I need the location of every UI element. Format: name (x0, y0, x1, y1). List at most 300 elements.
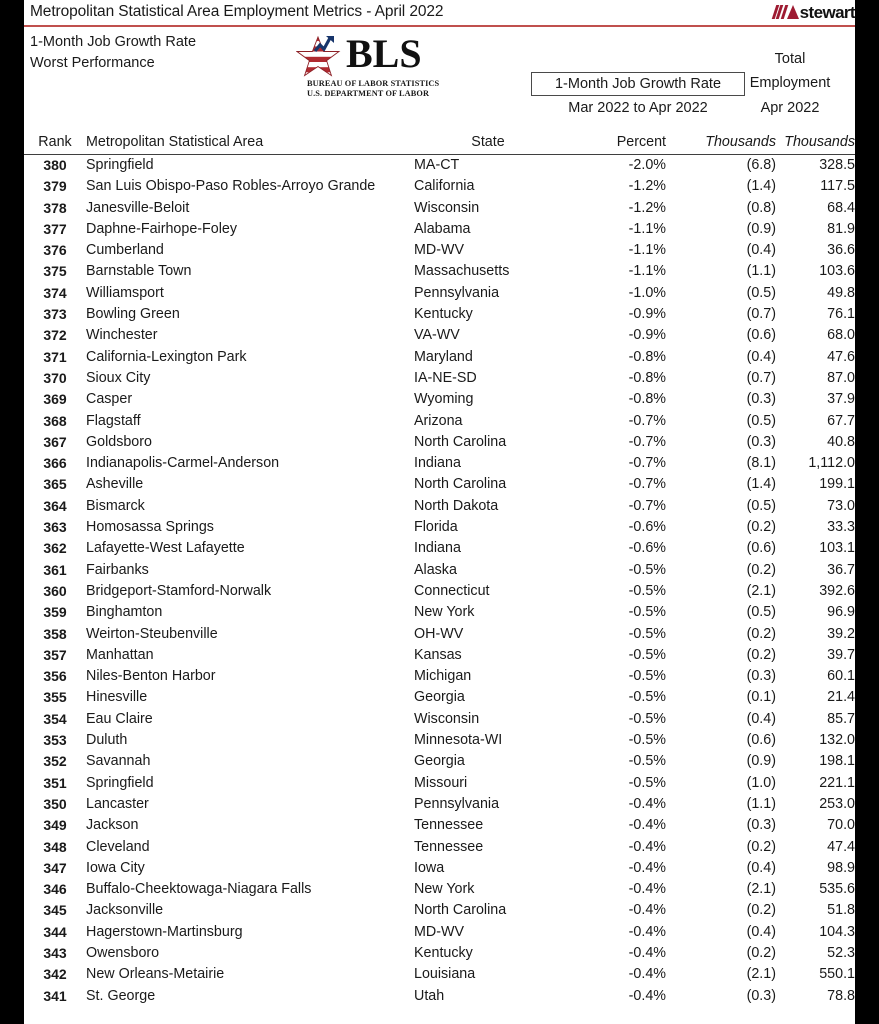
cell-msa: Indianapolis-Carmel-Anderson (86, 455, 280, 472)
cell-thousands-total: 47.6 (827, 348, 855, 365)
cell-thousands-change: (0.2) (746, 944, 776, 961)
cell-msa: California-Lexington Park (86, 348, 247, 365)
table-row (24, 709, 855, 730)
cell-thousands-change: (0.1) (746, 689, 776, 706)
cell-thousands-change: (0.5) (746, 604, 776, 621)
cell-percent: -0.5% (628, 668, 666, 685)
cell-state: Pennsylvania (414, 795, 500, 812)
cell-percent: -0.5% (628, 646, 666, 663)
cell-percent: -0.5% (628, 582, 666, 599)
cell-thousands-total: 392.6 (819, 582, 855, 599)
cell-rank: 368 (43, 412, 67, 429)
table-row (24, 496, 855, 517)
page-title: Metropolitan Statistical Area Employment Metrics - April 2022 (30, 3, 444, 20)
cell-thousands-change: (2.1) (746, 582, 776, 599)
cell-thousands-change: (0.4) (746, 710, 776, 727)
cell-rank: 364 (43, 497, 67, 514)
cell-thousands-change: (0.4) (746, 348, 776, 365)
cell-state: Kentucky (414, 944, 473, 961)
cell-msa: Bismarck (86, 497, 145, 514)
cell-thousands-total: 70.0 (827, 817, 855, 834)
cell-percent: -0.8% (628, 369, 666, 386)
table-row (24, 517, 855, 538)
cell-rank: 372 (43, 327, 67, 344)
cell-percent: -1.2% (628, 178, 666, 195)
report-subtitle-performance: Worst Performance (30, 55, 155, 71)
cell-msa: Jacksonville (86, 902, 164, 919)
table-row (24, 815, 855, 836)
column-header-thousands-total: Thousands (784, 134, 855, 150)
cell-thousands-change: (1.1) (746, 795, 776, 812)
cell-thousands-change: (0.2) (746, 561, 776, 578)
cell-percent: -0.4% (628, 838, 666, 855)
cell-percent: -0.4% (628, 987, 666, 1004)
cell-state: Wyoming (414, 391, 474, 408)
cell-thousands-change: (0.2) (746, 646, 776, 663)
cell-percent: -0.4% (628, 859, 666, 876)
cell-state: Wisconsin (414, 710, 480, 727)
cell-thousands-change: (0.5) (746, 284, 776, 301)
cell-msa: Eau Claire (86, 710, 153, 727)
cell-state: Arizona (414, 412, 463, 429)
table-row (24, 432, 855, 453)
cell-state: North Dakota (414, 497, 499, 514)
cell-msa: Cleveland (86, 838, 150, 855)
cell-msa: Niles-Benton Harbor (86, 668, 216, 685)
cell-percent: -0.5% (628, 604, 666, 621)
cell-rank: 359 (43, 604, 67, 621)
cell-thousands-total: 199.1 (819, 476, 855, 493)
cell-thousands-change: (0.6) (746, 540, 776, 557)
cell-rank: 373 (43, 306, 67, 323)
cell-thousands-total: 33.3 (827, 519, 855, 536)
cell-rank: 342 (43, 966, 67, 983)
cell-thousands-change: (0.3) (746, 391, 776, 408)
cell-thousands-total: 76.1 (827, 306, 855, 323)
cell-msa: San Luis Obispo-Paso Robles-Arroyo Grande (86, 178, 376, 195)
cell-thousands-total: 550.1 (819, 966, 855, 983)
cell-thousands-total: 36.6 (827, 242, 855, 259)
cell-state: Connecticut (414, 582, 490, 599)
cell-thousands-change: (0.4) (746, 242, 776, 259)
table-row (24, 858, 855, 879)
cell-thousands-change: (0.4) (746, 859, 776, 876)
table-body (24, 155, 855, 1007)
bls-logo (296, 32, 441, 100)
cell-thousands-change: (0.9) (746, 753, 776, 770)
cell-percent: -0.5% (628, 689, 666, 706)
cell-percent: -0.4% (628, 881, 666, 898)
cell-rank: 346 (43, 881, 67, 898)
cell-rank: 343 (43, 944, 67, 961)
table-row (24, 602, 855, 623)
title-bar (24, 0, 855, 26)
table-row (24, 687, 855, 708)
table-row (24, 751, 855, 772)
cell-msa: Hagerstown-Martinsburg (86, 923, 243, 940)
total-employment-label-line2: Employment (749, 75, 831, 91)
cell-msa: Flagstaff (86, 412, 141, 429)
cell-percent: -0.6% (628, 540, 666, 557)
cell-percent: -0.4% (628, 902, 666, 919)
table-row (24, 474, 855, 495)
column-header-msa: Metropolitan Statistical Area (86, 134, 264, 150)
cell-state: Louisiana (414, 966, 476, 983)
cell-msa: Binghamton (86, 604, 163, 621)
table-row (24, 773, 855, 794)
cell-percent: -0.9% (628, 306, 666, 323)
cell-percent: -0.4% (628, 795, 666, 812)
cell-rank: 349 (43, 817, 67, 834)
cell-rank: 356 (43, 668, 67, 685)
cell-thousands-change: (1.0) (746, 774, 776, 791)
cell-msa: Jackson (86, 817, 139, 834)
cell-thousands-total: 52.3 (827, 944, 855, 961)
cell-thousands-total: 40.8 (827, 433, 855, 450)
cell-state: Missouri (414, 774, 468, 791)
cell-msa: Janesville-Beloit (86, 199, 190, 216)
cell-thousands-total: 81.9 (827, 220, 855, 237)
cell-msa: St. George (86, 987, 156, 1004)
cell-thousands-total: 67.7 (827, 412, 855, 429)
stewart-slashes-icon (774, 5, 786, 19)
cell-thousands-total: 37.9 (827, 391, 855, 408)
cell-state: Wisconsin (414, 199, 480, 216)
table-row (24, 453, 855, 474)
table-row (24, 900, 855, 921)
cell-percent: -0.5% (628, 753, 666, 770)
table-row (24, 624, 855, 645)
cell-thousands-change: (0.2) (746, 902, 776, 919)
cell-percent: -0.4% (628, 923, 666, 940)
cell-msa: Manhattan (86, 646, 154, 663)
table-row (24, 219, 855, 240)
cell-thousands-total: 21.4 (827, 689, 855, 706)
cell-state: North Carolina (414, 902, 507, 919)
table-row (24, 581, 855, 602)
column-header-percent: Percent (616, 134, 666, 150)
cell-state: OH-WV (414, 625, 464, 642)
cell-rank: 370 (43, 369, 67, 386)
cell-msa: Goldsboro (86, 433, 152, 450)
cell-state: Alaska (414, 561, 457, 578)
cell-thousands-change: (0.6) (746, 732, 776, 749)
cell-percent: -0.7% (628, 497, 666, 514)
cell-rank: 377 (43, 220, 67, 237)
report-subtitle-metric: 1-Month Job Growth Rate (30, 34, 197, 50)
cell-rank: 374 (43, 284, 67, 301)
cell-rank: 348 (43, 838, 67, 855)
cell-thousands-change: (0.3) (746, 668, 776, 685)
cell-thousands-total: 68.4 (827, 199, 855, 216)
cell-msa: Springfield (86, 157, 154, 173)
cell-thousands-total: 51.8 (827, 902, 855, 919)
cell-thousands-total: 87.0 (827, 369, 855, 386)
cell-msa: Sioux City (86, 369, 151, 386)
cell-rank: 345 (43, 902, 67, 919)
table-row (24, 538, 855, 559)
cell-rank: 353 (43, 732, 67, 749)
cell-thousands-total: 36.7 (827, 561, 855, 578)
cell-msa: Barnstable Town (86, 263, 192, 280)
cell-state: Pennsylvania (414, 284, 500, 301)
total-employment-period: Apr 2022 (760, 100, 820, 116)
cell-thousands-total: 535.6 (819, 881, 855, 898)
cell-msa: Winchester (86, 327, 158, 344)
cell-thousands-change: (2.1) (746, 881, 776, 898)
cell-thousands-change: (0.6) (746, 327, 776, 344)
table-row (24, 964, 855, 985)
stewart-wordmark: stewart (799, 2, 855, 22)
cell-state: New York (414, 604, 475, 621)
cell-state: Utah (414, 987, 445, 1004)
cell-msa: Cumberland (86, 242, 164, 259)
cell-rank: 357 (43, 646, 67, 663)
cell-state: Kentucky (414, 306, 473, 323)
cell-rank: 360 (43, 582, 67, 599)
cell-percent: -0.8% (628, 391, 666, 408)
cell-msa: Springfield (86, 774, 154, 791)
cell-percent: -0.6% (628, 519, 666, 536)
growth-rate-header-box: 1-Month Job Growth Rate (531, 72, 745, 96)
cell-msa: Asheville (86, 476, 144, 493)
cell-msa: Fairbanks (86, 561, 149, 578)
cell-thousands-total: 78.8 (827, 987, 855, 1004)
table-row (24, 837, 855, 858)
cell-percent: -0.7% (628, 433, 666, 450)
cell-percent: -1.0% (628, 284, 666, 301)
cell-msa: Duluth (86, 732, 128, 749)
cell-state: Indiana (414, 540, 461, 557)
table-row (24, 176, 855, 197)
cell-msa: Lancaster (86, 795, 149, 812)
cell-msa: Bridgeport-Stamford-Norwalk (86, 582, 272, 599)
cell-state: Minnesota-WI (414, 732, 503, 749)
cell-msa: Weirton-Steubenville (86, 625, 218, 642)
cell-percent: -0.7% (628, 476, 666, 493)
cell-rank: 367 (43, 433, 67, 450)
cell-state: MD-WV (414, 242, 465, 259)
cell-rank: 355 (43, 689, 67, 706)
cell-msa: Owensboro (86, 944, 160, 961)
table-row (24, 794, 855, 815)
cell-state: VA-WV (414, 327, 460, 344)
table-row (24, 261, 855, 282)
cell-thousands-total: 39.7 (827, 646, 855, 663)
growth-rate-period: Mar 2022 to Apr 2022 (568, 100, 708, 116)
cell-thousands-total: 39.2 (827, 625, 855, 642)
column-header-rank: Rank (38, 134, 72, 150)
cell-thousands-change: (1.1) (746, 263, 776, 280)
cell-thousands-change: (0.2) (746, 625, 776, 642)
cell-thousands-change: (0.2) (746, 519, 776, 536)
stewart-logo (774, 1, 855, 23)
cell-state: Alabama (414, 220, 471, 237)
cell-percent: -0.5% (628, 732, 666, 749)
cell-rank: 341 (43, 987, 67, 1004)
cell-state: Kansas (414, 646, 462, 663)
column-header-state: State (471, 134, 505, 150)
cell-rank: 380 (43, 157, 67, 173)
cell-thousands-change: (0.7) (746, 369, 776, 386)
cell-thousands-change: (6.8) (746, 157, 776, 173)
table-row (24, 240, 855, 261)
table-header (24, 134, 855, 155)
cell-state: Georgia (414, 753, 465, 770)
cell-thousands-change: (0.4) (746, 923, 776, 940)
table-row (24, 304, 855, 325)
bls-subtitle-bureau: BUREAU OF LABOR STATISTICS (307, 79, 440, 88)
cell-rank: 363 (43, 519, 67, 536)
cell-state: North Carolina (414, 476, 507, 493)
table-row (24, 645, 855, 666)
cell-state: IA-NE-SD (414, 369, 477, 386)
table-row (24, 922, 855, 943)
cell-percent: -0.4% (628, 966, 666, 983)
report-header (24, 26, 855, 134)
cell-thousands-total: 47.4 (827, 838, 855, 855)
cell-rank: 378 (43, 199, 67, 216)
cell-state: Florida (414, 519, 458, 536)
column-header-thousands-change: Thousands (705, 134, 776, 150)
cell-thousands-total: 68.0 (827, 327, 855, 344)
cell-state: Georgia (414, 689, 465, 706)
table-row (24, 283, 855, 304)
cell-thousands-total: 60.1 (827, 668, 855, 685)
table-row (24, 198, 855, 219)
cell-thousands-total: 221.1 (819, 774, 855, 791)
total-employment-label-line1: Total (774, 51, 806, 67)
table-row (24, 155, 855, 177)
cell-rank: 350 (43, 795, 67, 812)
cell-percent: -0.9% (628, 327, 666, 344)
table-row (24, 325, 855, 346)
table-header-row (24, 134, 855, 154)
cell-percent: -1.1% (628, 263, 666, 280)
cell-thousands-change: (0.7) (746, 306, 776, 323)
cell-thousands-change: (0.5) (746, 497, 776, 514)
cell-rank: 365 (43, 476, 67, 493)
employment-metrics-table (24, 134, 855, 1007)
cell-msa: Savannah (86, 753, 151, 770)
cell-rank: 366 (43, 455, 67, 472)
cell-rank: 347 (43, 859, 67, 876)
table-row (24, 368, 855, 389)
cell-rank: 352 (43, 753, 67, 770)
cell-thousands-total: 132.0 (819, 732, 855, 749)
cell-thousands-change: (1.4) (746, 476, 776, 493)
cell-percent: -0.5% (628, 710, 666, 727)
cell-rank: 362 (43, 540, 67, 557)
cell-state: MA-CT (414, 157, 460, 173)
cell-thousands-total: 98.9 (827, 859, 855, 876)
cell-thousands-change: (0.3) (746, 817, 776, 834)
cell-thousands-total: 73.0 (827, 497, 855, 514)
cell-thousands-change: (8.1) (746, 455, 776, 472)
cell-state: Indiana (414, 455, 461, 472)
stewart-caret-icon (787, 5, 799, 19)
table-row (24, 986, 855, 1007)
cell-thousands-total: 198.1 (819, 753, 855, 770)
cell-msa: Homosassa Springs (86, 519, 214, 536)
cell-rank: 379 (43, 178, 67, 195)
cell-percent: -1.1% (628, 242, 666, 259)
cell-thousands-change: (0.2) (746, 838, 776, 855)
cell-thousands-total: 104.3 (819, 923, 855, 940)
cell-percent: -2.0% (628, 157, 666, 173)
cell-state: Iowa (414, 859, 445, 876)
cell-msa: Bowling Green (86, 306, 180, 323)
cell-msa: Iowa City (86, 859, 145, 876)
cell-percent: -0.4% (628, 944, 666, 961)
cell-msa: Buffalo-Cheektowaga-Niagara Falls (86, 881, 312, 898)
cell-msa: Hinesville (86, 689, 148, 706)
bls-star-chart-icon (296, 36, 346, 80)
cell-state: Maryland (414, 348, 473, 365)
cell-thousands-change: (0.5) (746, 412, 776, 429)
cell-state: California (414, 178, 475, 195)
cell-rank: 358 (43, 625, 67, 642)
cell-rank: 369 (43, 391, 67, 408)
cell-percent: -0.7% (628, 412, 666, 429)
cell-thousands-change: (2.1) (746, 966, 776, 983)
cell-state: New York (414, 881, 475, 898)
cell-percent: -1.1% (628, 220, 666, 237)
cell-msa: Casper (86, 391, 133, 408)
table-row (24, 943, 855, 964)
cell-rank: 354 (43, 710, 67, 727)
bls-subtitle-department: U.S. DEPARTMENT OF LABOR (307, 89, 430, 98)
cell-percent: -0.5% (628, 774, 666, 791)
cell-percent: -0.7% (628, 455, 666, 472)
cell-msa: Lafayette-West Lafayette (86, 540, 245, 557)
cell-rank: 361 (43, 561, 67, 578)
cell-state: Massachusetts (414, 263, 510, 280)
cell-thousands-change: (1.4) (746, 178, 776, 195)
cell-state: Tennessee (414, 838, 484, 855)
cell-percent: -0.5% (628, 561, 666, 578)
cell-percent: -0.4% (628, 817, 666, 834)
cell-msa: Williamsport (86, 284, 164, 301)
cell-thousands-total: 103.1 (819, 540, 855, 557)
cell-thousands-total: 328.5 (819, 157, 855, 173)
cell-percent: -0.8% (628, 348, 666, 365)
cell-thousands-total: 253.0 (819, 795, 855, 812)
cell-thousands-total: 49.8 (827, 284, 855, 301)
cell-state: MD-WV (414, 923, 465, 940)
cell-state: Tennessee (414, 817, 484, 834)
table-row (24, 389, 855, 410)
cell-thousands-change: (0.3) (746, 987, 776, 1004)
cell-state: North Carolina (414, 433, 507, 450)
report-page (24, 0, 855, 1024)
cell-percent: -0.5% (628, 625, 666, 642)
table-row (24, 411, 855, 432)
table-row (24, 347, 855, 368)
cell-rank: 371 (43, 348, 67, 365)
bls-acronym: BLS (346, 31, 422, 76)
cell-thousands-change: (0.8) (746, 199, 776, 216)
cell-thousands-total: 117.5 (820, 178, 855, 195)
cell-msa: Daphne-Fairhope-Foley (86, 220, 237, 237)
cell-percent: -1.2% (628, 199, 666, 216)
cell-thousands-total: 1,112.0 (808, 455, 855, 472)
cell-rank: 376 (43, 242, 67, 259)
cell-rank: 375 (43, 263, 67, 280)
table-row (24, 560, 855, 581)
table-row (24, 666, 855, 687)
table-row (24, 730, 855, 751)
